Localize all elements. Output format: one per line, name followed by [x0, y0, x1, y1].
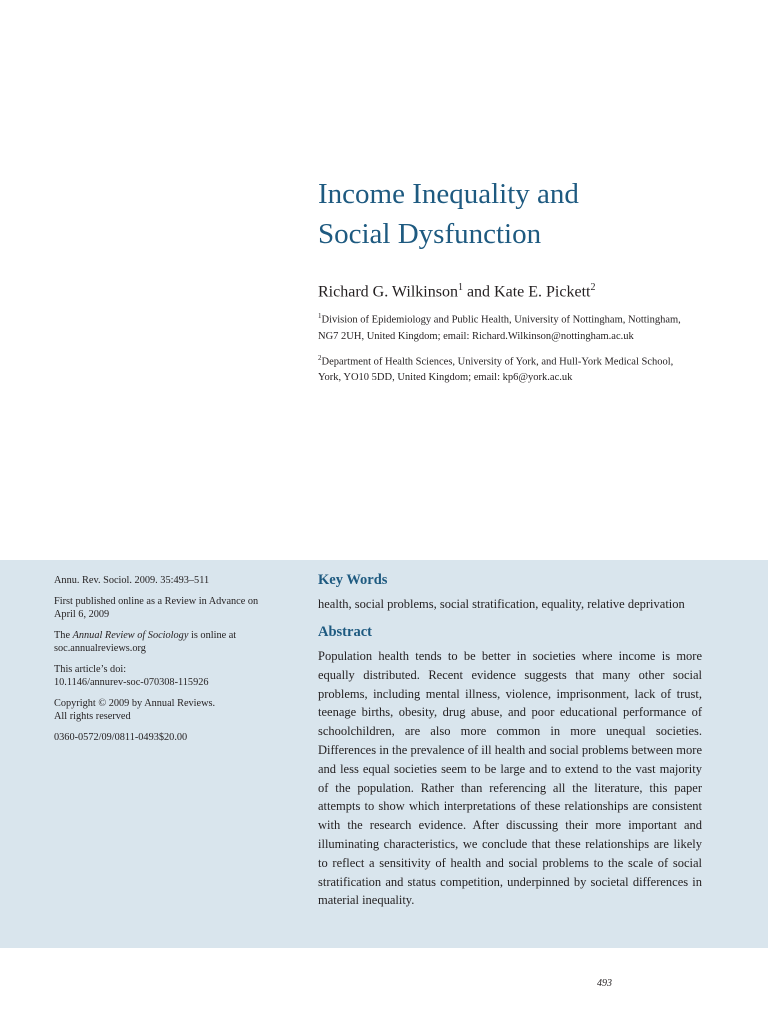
affiliation-mark: 2: [318, 353, 322, 362]
author-name: Richard G. Wilkinson: [318, 283, 458, 301]
affiliation: [318, 350, 698, 387]
title-line-1: Income Inequality and: [318, 178, 579, 210]
rights-text: All rights reserved: [54, 711, 131, 722]
abstract-text: Population health tends to be better in societies where income is more equally distributed. Recent evidence suggests that many other social problems, including mental illness, violence, imprisonment, lack of trust, teenage births, obesity, drug abuse, and poor educational performance of schoolchildren, are also more common in more unequal societies. Differences in the prevalence of ill health and social problems between more and less equal societies seem to be large and to extend to the vast majority of the population. Rather than referencing all the literature, this paper attempts to show which interpretations of these relationships are consistent with the research evidence. After discussing their more important and illuminating characteristics, we conclude that these relationships are likely to reflect a sensitivity of health and social problems to the scale of social stratification and status competition, underpinned by societal differences in material inequality.: [318, 649, 702, 908]
summary-main: [318, 572, 702, 910]
doi-value: 10.1146/annurev-soc-070308-115926: [54, 677, 209, 688]
copyright-block: [54, 697, 274, 723]
article-title: [318, 174, 738, 254]
abstract-heading: Abstract: [318, 624, 372, 640]
author-affiliation-mark: 1: [457, 282, 463, 293]
title-line-2: Social Dysfunction: [318, 218, 542, 250]
author-list: [318, 277, 738, 303]
copyright-text: Copyright © 2009 by Annual Reviews.: [54, 698, 216, 709]
issn-code: 0360-0572/09/0811-0493$20.00: [54, 732, 188, 743]
affiliation-text: Department of Health Sciences, University of York, and Hull-York Medical School, York, YO10 5DD, United Kingdom; email: kp6@york.ac.uk: [318, 356, 674, 383]
author-conjunction: and: [462, 283, 495, 301]
author-name: Kate E. Pickett: [494, 283, 591, 301]
publication-date: First published online as a Review in Advance on April 6, 2009: [54, 596, 259, 620]
affiliations: [318, 308, 698, 391]
page-number: 493: [597, 978, 612, 989]
affiliation-mark: 1: [318, 312, 322, 320]
journal-citation: Annu. Rev. Sociol. 2009. 35:493–511: [54, 575, 210, 586]
online-prefix: The: [54, 630, 73, 641]
author-affiliation-mark: 2: [590, 282, 596, 293]
keywords-heading: Key Words: [318, 572, 388, 588]
journal-name: Annual Review of Sociology: [72, 630, 189, 641]
doi-label: This article’s doi:: [54, 664, 127, 675]
affiliation-text: Division of Epidemiology and Public Health, University of Nottingham, Nottingham, NG7 2UH, United Kingdom; email: Richard.Wilkinson@nottingham.ac.uk: [318, 314, 681, 342]
keywords-text: health, social problems, social stratification, equality, relative deprivation: [318, 597, 685, 611]
affiliation: [318, 308, 698, 345]
online-availability: [54, 629, 274, 655]
article-info-sidebar: [54, 574, 274, 752]
doi-block: [54, 663, 274, 689]
online-suffix: is online at soc.annualreviews.org: [54, 630, 237, 654]
